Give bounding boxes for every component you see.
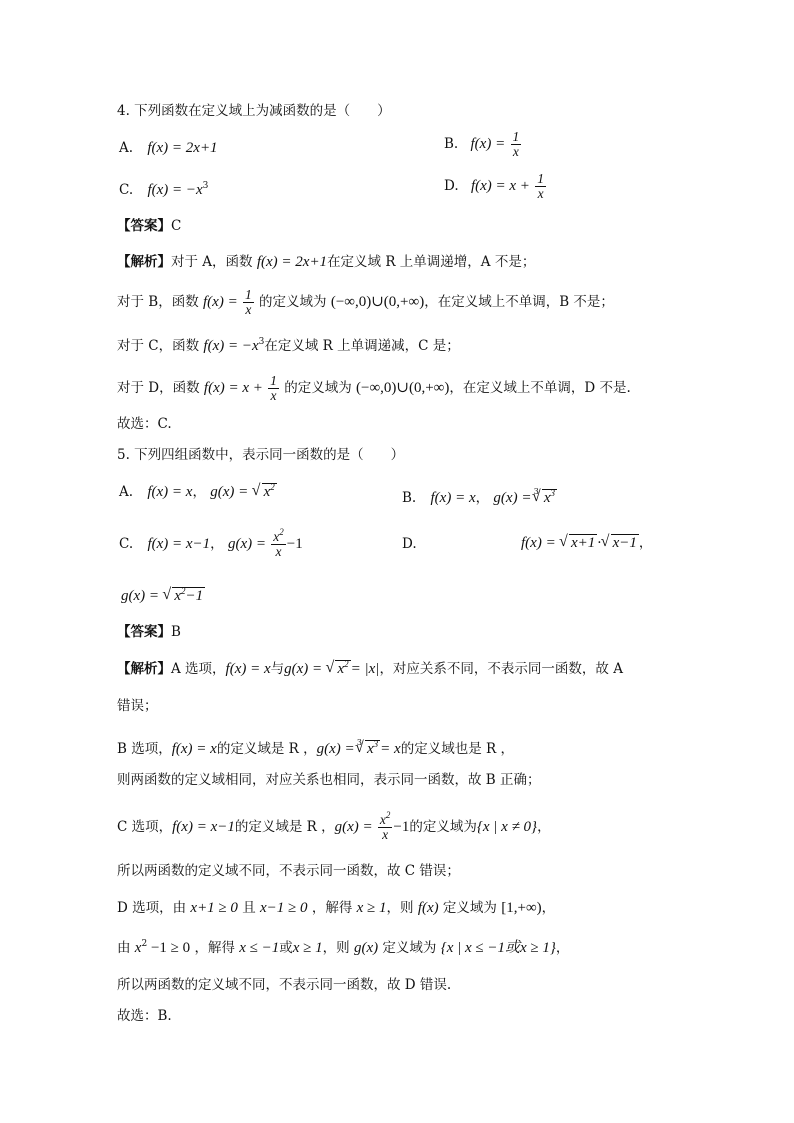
- sqrt: √ $x^2$: [253, 482, 277, 502]
- q5-option-c: C. f(x) = x−1， g(x) = $\frac{x^2}{x}$ −1: [119, 527, 303, 559]
- cube-root: √ $x^3$: [356, 739, 380, 759]
- q4-analysis-line-2: 对于 B，函数 f(x) = $\frac{1}{x}$ 的定义域为 (−∞,0)∪(0,+∞)，在定义域上不单调，B 不是；: [117, 287, 614, 317]
- q5-stem: 5. 下列四组函数中，表示同一函数的是（ ）: [117, 447, 405, 463]
- q4-analysis-line-1: 【解析】对于 A，函数 f(x) = 2x+1在定义域 R 上单调递增，A 不是；: [117, 254, 536, 270]
- q5-analysis-line-3: 则两函数的定义域相同，对应关系也相同，表示同一函数，故 B 正确；: [117, 772, 541, 788]
- q4-option-a: A. f(x) = 2x+1: [119, 140, 218, 156]
- q5-option-d-label: D.: [402, 536, 417, 552]
- fraction: $\frac{1}{x}$: [512, 129, 520, 159]
- q5-analysis-line-7: 由 $x^2 -1 \ge 0$ ，解得 x ≤ −1或x ≥ 1，则 g(x) 定义域为 {x | x ≤ −1或x ≥ 1}，: [117, 939, 570, 956]
- q4-option-d: D. f(x) = x + $\frac{1}{x}$: [444, 171, 544, 201]
- q5-analysis-line-8: 所以两函数的定义域不同，不表示同一函数，故 D 错误.: [117, 977, 452, 993]
- fraction: $\frac{1}{x}$: [270, 373, 277, 403]
- q4-conclusion: 故选：C.: [117, 416, 172, 432]
- q4-option-b: B. f(x) = $\frac{1}{x}$: [444, 129, 520, 159]
- q4-answer: 【答案】C: [117, 218, 182, 234]
- q5-option-a: A. f(x) = x， g(x) = √ $x^2$: [119, 482, 277, 502]
- q4-analysis-line-4: 对于 D，函数 f(x) = x + $\frac{1}{x}$ 的定义域为 (−∞,0)∪(0,+∞)，在定义域上不单调，D 不是.: [117, 373, 631, 403]
- q5-analysis-line-2: B 选项，f(x) = x的定义域是 R ，g(x) = $^3$√ $x^3 = x$的定义域也是 R ，: [117, 733, 514, 759]
- q5-analysis-line-1: 【解析】A 选项，f(x) = x与g(x) = √ $x^2 = |x|$，对应关系不同，不表示同一函数，故 A: [117, 659, 623, 679]
- fraction: $\frac{x^2}{x}$: [273, 527, 284, 559]
- sqrt: √ x−1: [602, 533, 639, 553]
- sqrt: √ $x^2-1$: [163, 586, 205, 606]
- q5-option-b: B. f(x) = x， g(x) = $^3$√ $x^3$: [402, 482, 557, 508]
- q5-analysis-line-1b: 错误；: [117, 698, 158, 714]
- sqrt: √ $x^2$: [326, 659, 350, 679]
- q5-option-d-g: g(x) = √ $x^2-1$: [121, 586, 205, 606]
- q5-answer: 【答案】B: [117, 624, 181, 640]
- q5-option-d-f: f(x) = √ x+1 ·√ x−1 ，: [521, 533, 652, 553]
- q5-conclusion: 故选：B.: [117, 1008, 172, 1024]
- fraction: $\frac{1}{x}$: [245, 287, 252, 317]
- q5-analysis-line-6: D 选项，由 x+1 ≥ 0 且 x−1 ≥ 0 ，解得 x ≥ 1，则 f(x) 定义域为 [1,+∞)，: [117, 900, 556, 916]
- cube-root: √ $x^3$: [533, 488, 557, 508]
- fraction: $\frac{1}{x}$: [537, 171, 544, 201]
- sqrt: √ x+1: [560, 533, 597, 553]
- fraction: $\frac{x^2}{x}$: [379, 810, 391, 842]
- q5-analysis-line-4: C 选项，f(x) = x−1的定义域是 R ，g(x) = $\frac{x^2}{x}$ −1的定义域为{x | x ≠ 0}，: [117, 810, 551, 842]
- q4-option-c: C. $f(x) = -x^3$: [119, 181, 209, 198]
- q5-analysis-line-5: 所以两函数的定义域不同，不表示同一函数，故 C 错误；: [117, 863, 460, 879]
- q4-stem: 4. 下列函数在定义域上为减函数的是（ ）: [117, 103, 391, 119]
- q4-analysis-line-3: 对于 C，函数 $f(x) = -x^3$在定义域 R 上单调递减，C 是；: [117, 337, 460, 354]
